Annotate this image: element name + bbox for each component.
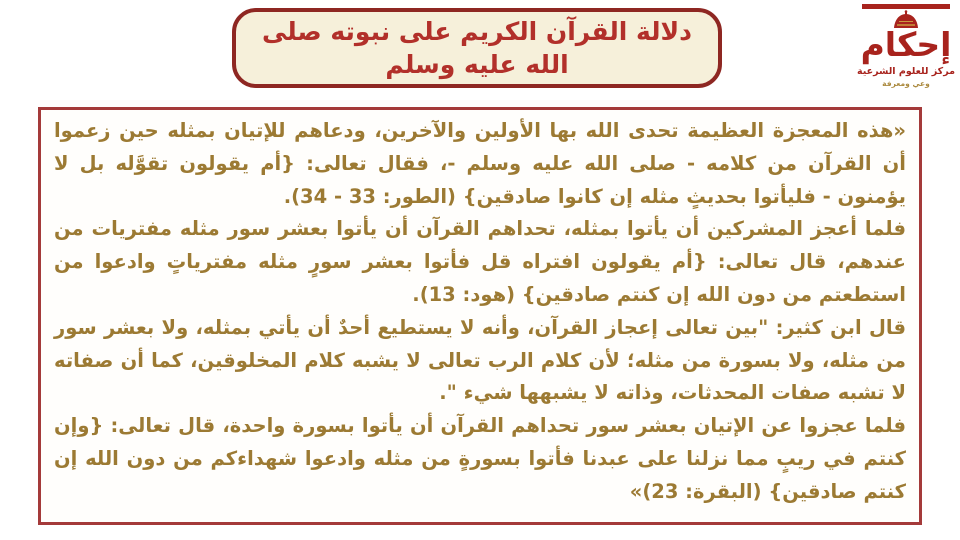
logo-wordmark: إحكام xyxy=(860,25,952,64)
paragraph-quran-challenge-all: «هذه المعجزة العظيمة تحدى الله بها الأولين والآخرين، ودعاهم للإتيان بمثله حين زعموا أن القرآن من كلامه - صلى الله عليه وسلم -، فقال تعالى: {أم يقولون تقوَّله بل لا يؤمنون - فليأتوا بحديثٍ مثله إن كانوا صادقين} (الطور: 33 - 34). xyxy=(54,119,906,208)
logo-tagline: وعي ومعرفة xyxy=(882,79,930,88)
title-banner xyxy=(232,8,722,88)
logo-top-bar xyxy=(862,4,950,9)
page-title-line-2: الله عليه وسلم xyxy=(385,50,569,79)
paragraph-ten-surahs-challenge: فلما أعجز المشركين أن يأتوا بمثله، تحداهم القرآن أن يأتوا بعشر سور مثله مفتريات من عندهم، قال تعالى: {أم يقولون افتراه قل فأتوا بعشر سورٍ مثله مفترياتٍ وادعوا من استطعتم من دون الله إن كنتم صادقين} (هود: 13). xyxy=(54,217,906,306)
page-title-line-1: دلالة القرآن الكريم على نبوته صلى xyxy=(262,17,693,46)
logo xyxy=(856,4,956,88)
paragraph-one-surah-challenge: فلما عجزوا عن الإتيان بعشر سور تحداهم القرآن أن يأتوا بسورة واحدة، قال تعالى: {وإن كنتم في ريبٍ مما نزلنا على عبدنا فأتوا بسورةٍ من مثله وادعوا شهداءكم من دون الله إن كنتم صادقين} (البقرة: 23)» xyxy=(54,414,906,503)
paragraph-ibn-kathir-quote: قال ابن كثير: "بين تعالى إعجاز القرآن، وأنه لا يستطيع أحدٌ أن يأتي بمثله، ولا بعشر سور من مثله، ولا بسورة من مثله؛ لأن كلام الرب تعالى لا يشبه كلام المخلوقين، كما أن صفاته لا تشبه صفات المحدثات، وذاته لا يشبهها شيء ". xyxy=(54,315,906,405)
logo-subtitle: مركز للعلوم الشرعية xyxy=(857,66,955,77)
content-panel xyxy=(38,107,922,525)
